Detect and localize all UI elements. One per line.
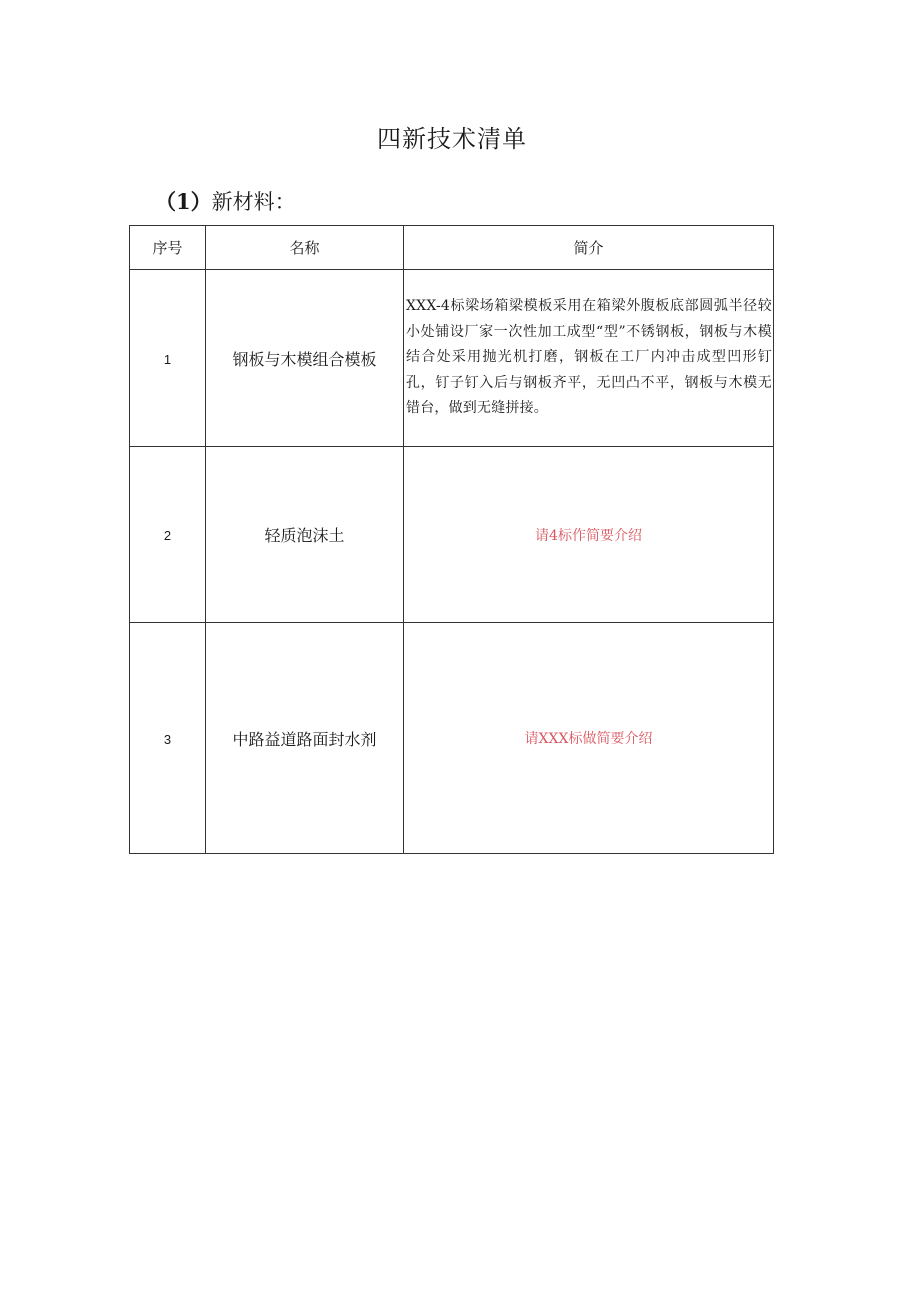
description-placeholder: 请4标作简要介绍 [535,527,642,544]
page-title: 四新技术清单 [377,125,527,153]
table-header-row [130,226,774,270]
row-number: 2 [163,528,172,543]
material-name-cell [206,270,404,447]
section-number: （1） [155,189,212,214]
material-name: 钢板与木模组合模板 [232,351,377,369]
header-name: 名称 [206,226,404,270]
new-materials-table [129,225,774,854]
table-row [130,270,774,447]
table-row [130,623,774,854]
section-label: 新材料： [211,190,296,214]
table-row [130,447,774,623]
material-name-cell [206,623,404,854]
row-number-cell [130,623,206,854]
section-heading [155,186,296,216]
material-name: 轻质泡沫土 [264,528,345,545]
material-description-cell [404,270,774,447]
description-placeholder: 请XXX标做简要介绍 [524,731,653,747]
row-number: 3 [163,731,172,747]
header-no: 序号 [130,226,206,270]
material-description: XXX-4标梁场箱梁模板采用在箱梁外腹板底部圆弧半径较小处铺设厂家一次性加工成型“型”不锈钢板，钢板与木模结合处采用抛光机打磨，钢板在工厂内冲击成型凹形钉孔，钉子钉入后与钢板齐平，无凹凸不平，钢板与木模无错台，做到无缝拼接。 [406,298,772,417]
material-description-cell [404,623,774,854]
header-description: 简介 [404,226,774,270]
material-name: 中路益道路面封水剂 [232,731,377,749]
row-number-cell [130,270,206,447]
material-name-cell [206,447,404,623]
row-number-cell [130,447,206,623]
row-number: 1 [163,351,172,367]
material-description-cell [404,447,774,623]
